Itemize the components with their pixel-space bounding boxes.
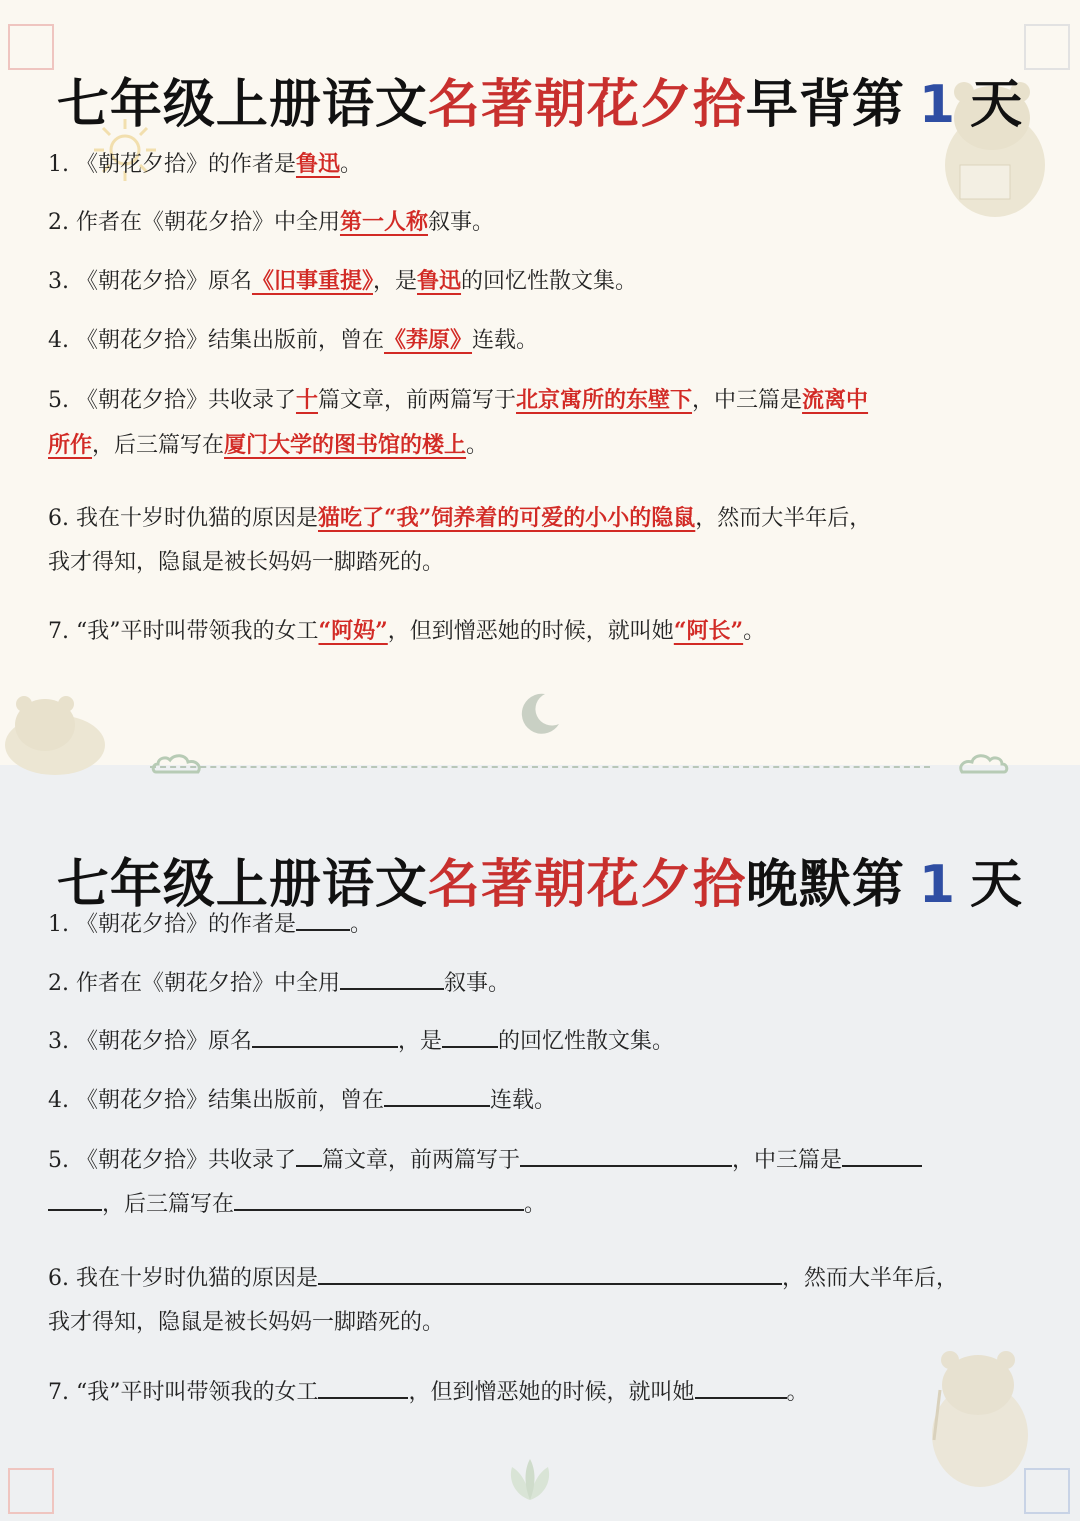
answer-blank[interactable] [318, 1263, 782, 1285]
morning-question-2: 2. 作者在《朝花夕拾》中全用第一人称叙事。 [48, 209, 495, 235]
answer-blank[interactable] [296, 909, 350, 931]
morning-question-7: 7. “我”平时叫带领我的女工“阿妈”，但到憎恶她的时候，就叫她“阿长”。 [48, 618, 766, 644]
morning-question-4: 4. 《朝花夕拾》结集出版前，曾在《莽原》连载。 [48, 327, 539, 353]
evening-question-4: 4. 《朝花夕拾》结集出版前，曾在 连载。 [48, 1079, 1038, 1123]
answer-blank[interactable] [442, 1026, 498, 1048]
answer-blank[interactable] [340, 968, 444, 990]
morning-question-1: 1. 《朝花夕拾》的作者是鲁迅。 [48, 151, 363, 177]
morning-title: 七年级上册语文名著朝花夕拾早背第 1 天 [56, 75, 1024, 135]
morning-question-5: 5. 《朝花夕拾》共收录了十篇文章，前两篇写于北京寓所的东壁下，中三篇是流离中 所作，后三篇写在厦门大学的图书馆的楼上。 [48, 387, 869, 458]
morning-question-3: 3. 《朝花夕拾》原名《旧事重提》，是鲁迅的回忆性散文集。 [48, 268, 638, 294]
corner-frame [8, 1468, 54, 1514]
evening-question-3: 3. 《朝花夕拾》原名 ，是 的回忆性散文集。 [48, 1020, 1038, 1064]
cloud-icon [150, 752, 212, 780]
evening-question-6: 6. 我在十岁时仇猫的原因是 ，然而大半年后， 我才得知，隐鼠是被长妈妈一脚踏死的。 [48, 1257, 1038, 1345]
answer-blank[interactable] [234, 1189, 524, 1211]
lotus-icon [500, 1455, 560, 1505]
evening-question-2: 2. 作者在《朝花夕拾》中全用 叙事。 [48, 962, 1038, 1006]
moon-icon [515, 688, 565, 738]
answer-blank[interactable] [695, 1377, 787, 1399]
answer-blank[interactable] [520, 1145, 732, 1167]
cloud-icon [948, 752, 1010, 780]
answer-blank[interactable] [318, 1377, 408, 1399]
evening-question-1: 1. 《朝花夕拾》的作者是 。 [48, 903, 1038, 947]
answer-blank[interactable] [252, 1026, 398, 1048]
answer-blank[interactable] [842, 1145, 922, 1167]
bear-lying-icon [0, 690, 110, 780]
answer-blank[interactable] [296, 1145, 322, 1167]
answer-blank[interactable] [48, 1189, 102, 1211]
evening-question-5: 5. 《朝花夕拾》共收录了 篇文章，前两篇写于 ，中三篇是 ，后三篇写在 。 [48, 1139, 1038, 1227]
answer-blank[interactable] [384, 1085, 490, 1107]
morning-question-6: 6. 我在十岁时仇猫的原因是猫吃了“我”饲养着的可爱的小小的隐鼠，然而大半年后， 我才得知，隐鼠是被长妈妈一脚踏死的。 [48, 505, 872, 575]
evening-title: 七年级上册语文名著朝花夕拾晚默第 1 天 [56, 855, 1024, 915]
section-divider [150, 766, 930, 768]
evening-question-7: 7. “我”平时叫带领我的女工 ，但到憎恶她的时候，就叫她 。 [48, 1371, 1038, 1415]
